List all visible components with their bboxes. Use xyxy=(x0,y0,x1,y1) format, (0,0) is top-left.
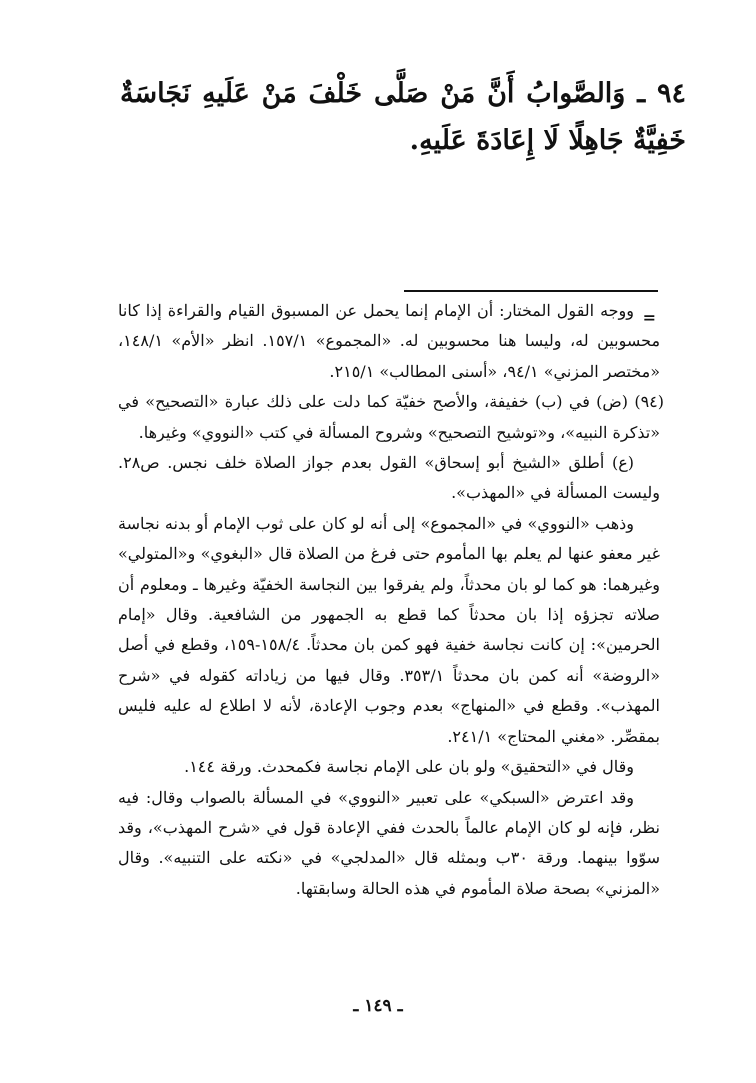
page-number: ـ ١٤٩ ـ xyxy=(353,996,403,1016)
footnote-paragraph: (٩٤) (ض) في (ب) خفيفة، والأصح خفيّة كما دلت على ذلك عبارة «التصحيح» في «تذكرة النبيه»، و«توشيح التصحيح» وشروح المسألة في كتب «النووي» وغيرها. xyxy=(118,392,664,442)
main-text-paragraph: ٩٤ ـ وَالصَّوابُ أَنَّ مَنْ صَلَّى خَلْفَ مَنْ عَلَيهِ نَجَاسَةٌ خَفِيَّةٌ جَاهِلًا لَا إِعَادَةَ عَلَيهِ. xyxy=(120,78,686,156)
footnote-paragraph: وذهب «النووي» في «المجموع» إلى أنه لو كان على ثوب الإمام أو بدنه نجاسة غير معفو عنها لم يعلم بها المأموم حتى فرغ من الصلاة قال «البغوي» و«المتولي» وغيرهما: هو كما لو بان محدثاً، ولم يفرقوا بين النجاسة الخفيّة وغيرها ـ ومعلوم أن صلاته تجزؤه إذا بان محدثاً كما قطع به الجمهور من الشافعية. وقال «إمام الحرمين»: إن كانت نجاسة خفية فهو كمن بان محدثاً. ١٥٨/٤-١٥٩، وقطع في أصل «الروضة» أنه كمن بان محدثاً ٣٥٣/١. وقال فيها من زياداته كقوله في «شرح المهذب». وقطع في «المنهاج» بعدم وجوب الإعادة، لأنه لا اطلاع له عليه فليس بمقصِّر. «مغني المحتاج» ٢٤١/١. xyxy=(118,513,660,746)
footnote-continuation-mark: = xyxy=(642,308,656,327)
footnote-paragraph: (ع) أطلق «الشيخ أبو إسحاق» القول بعدم جواز الصلاة خلف نجس. ص٢٨. وليست المسألة في «المهذب». xyxy=(118,453,660,503)
footnote-paragraph: ووجه القول المختار: أن الإمام إنما يحمل عن المسبوق القيام والقراءة إذا كانا محسوبين له، وليسا هنا محسوبين له. «المجموع» ١٥٧/١. انظر «الأم» ١٤٨/١، «مختصر المزني» ٩٤/١، «أسنى المطالب» ٢١٥/١. xyxy=(118,301,661,381)
footnote-paragraph: وقال في «التحقيق» ولو بان على الإمام نجاسة فكمحدث. ورقة ١٤٤. xyxy=(184,757,634,777)
footnote-paragraph: وقد اعترض «السبكي» على تعبير «النووي» في المسألة بالصواب وقال: فيه نظر، فإنه لو كان الإمام عالماً بالحدث ففي الإعادة قول في «شرح المهذب»، وقد سوّوا بينهما. ورقة ٣٠ب وبمثله قال «المدلجي» في «نكته على التنبيه». وقال «المزني» بصحة صلاة المأموم في هذه الحالة وسابقتها. xyxy=(118,787,660,898)
footnotes-block xyxy=(118,296,664,904)
footnote-separator xyxy=(404,290,658,292)
